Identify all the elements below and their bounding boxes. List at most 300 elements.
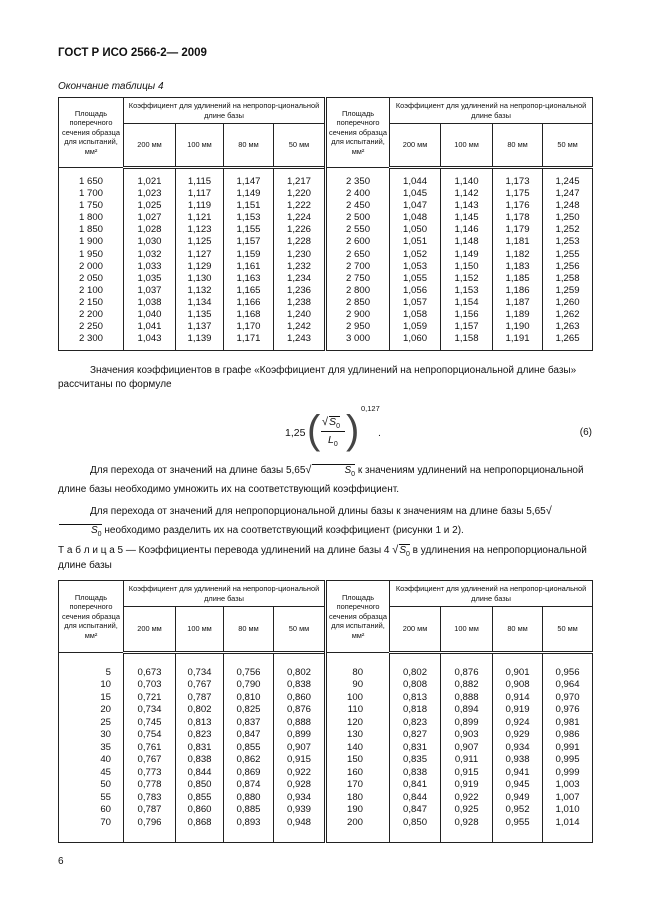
- coefficient-cell: 0,862: [224, 754, 274, 767]
- coefficient-cell: 1,245: [543, 176, 593, 188]
- header-50: 50 мм: [274, 607, 326, 653]
- coefficient-cell: 1,263: [543, 321, 593, 333]
- coefficient-cell: 0,756: [224, 667, 274, 680]
- coefficient-cell: 1,183: [493, 261, 543, 273]
- spacer-cell: [441, 345, 493, 351]
- coefficient-cell: 0,952: [493, 804, 543, 817]
- right-paren: ): [346, 408, 360, 452]
- spacer-cell: [224, 168, 274, 177]
- table-row: [59, 249, 593, 261]
- table-row: [59, 729, 593, 742]
- table-row: [59, 779, 593, 792]
- coefficient-cell: 0,844: [176, 767, 224, 780]
- formula-dot: .: [378, 427, 381, 439]
- coefficient-cell: 0,876: [274, 704, 326, 717]
- coefficient-cell: 0,673: [124, 667, 176, 680]
- area-cell: 130: [326, 729, 390, 742]
- coefficient-cell: 0,868: [176, 817, 224, 830]
- area-cell: 1 800: [59, 212, 124, 224]
- coefficient-cell: 1,185: [493, 273, 543, 285]
- area-cell: 3 000: [326, 333, 390, 345]
- coefficient-cell: 0,934: [274, 792, 326, 805]
- coefficient-cell: 0,734: [176, 667, 224, 680]
- coefficient-cell: 0,899: [441, 717, 493, 730]
- area-cell: 1 950: [59, 249, 124, 261]
- coefficient-cell: 1,179: [493, 224, 543, 236]
- spacer-cell: [326, 653, 390, 667]
- coefficient-cell: 0,981: [543, 717, 593, 730]
- area-cell: 2 350: [326, 176, 390, 188]
- spacer-cell: [441, 829, 493, 842]
- area-cell: 2 600: [326, 236, 390, 248]
- coefficient-cell: 0,885: [224, 804, 274, 817]
- coefficient-cell: 1,224: [274, 212, 326, 224]
- header-200: 200 мм: [390, 607, 441, 653]
- table-row: [59, 236, 593, 248]
- left-paren: (: [307, 408, 321, 452]
- area-cell: 200: [326, 817, 390, 830]
- header-50: 50 мм: [543, 607, 593, 653]
- coefficient-cell: 1,021: [124, 176, 176, 188]
- coefficient-cell: 1,157: [224, 236, 274, 248]
- coefficient-cell: 0,823: [176, 729, 224, 742]
- coefficient-cell: 1,247: [543, 188, 593, 200]
- coefficient-cell: 0,995: [543, 754, 593, 767]
- coefficient-cell: 0,955: [493, 817, 543, 830]
- coefficient-cell: 1,222: [274, 200, 326, 212]
- spacer-cell: [543, 345, 593, 351]
- coefficient-cell: 0,888: [274, 717, 326, 730]
- table-row: [59, 224, 593, 236]
- paragraph-formula-intro: Значения коэффициентов в графе «Коэффициент для удлинений на непропорциональной длине базы» рассчитаны по формуле: [58, 365, 577, 390]
- coefficient-cell: 1,137: [176, 321, 224, 333]
- area-cell: 2 200: [59, 309, 124, 321]
- table-row: [59, 679, 593, 692]
- coefficient-cell: 0,855: [176, 792, 224, 805]
- coefficient-cell: 0,938: [493, 754, 543, 767]
- coefficient-cell: 1,168: [224, 309, 274, 321]
- area-cell: 2 650: [326, 249, 390, 261]
- area-cell: 45: [59, 767, 124, 780]
- coefficient-cell: 0,721: [124, 692, 176, 705]
- coefficient-cell: 1,028: [124, 224, 176, 236]
- coefficient-cell: 1,052: [390, 249, 441, 261]
- area-cell: 2 300: [59, 333, 124, 345]
- coefficient-cell: 0,915: [441, 767, 493, 780]
- coefficient-cell: 1,240: [274, 309, 326, 321]
- coefficient-cell: 0,825: [224, 704, 274, 717]
- coefficient-cell: 0,922: [274, 767, 326, 780]
- area-cell: 2 850: [326, 297, 390, 309]
- table-5: [58, 580, 593, 843]
- coefficient-cell: 1,033: [124, 261, 176, 273]
- area-cell: 25: [59, 717, 124, 730]
- area-cell: 60: [59, 804, 124, 817]
- header-200: 200 мм: [124, 607, 176, 653]
- spacer-cell: [59, 345, 124, 351]
- coefficient-cell: 1,143: [441, 200, 493, 212]
- formula-number: (6): [579, 427, 592, 438]
- coefficient-cell: 0,860: [274, 692, 326, 705]
- coefficient-cell: 0,911: [441, 754, 493, 767]
- coefficient-cell: 0,796: [124, 817, 176, 830]
- table-row: [59, 285, 593, 297]
- coefficient-cell: 0,925: [441, 804, 493, 817]
- header-area: Площадь поперечного сечения образца для испытаний, мм²: [59, 581, 124, 653]
- coefficient-cell: 0,919: [493, 704, 543, 717]
- area-cell: 1 650: [59, 176, 124, 188]
- spacer-cell: [124, 653, 176, 667]
- table-row: [59, 176, 593, 188]
- coefficient-cell: 1,252: [543, 224, 593, 236]
- coefficient-cell: 1,037: [124, 285, 176, 297]
- area-cell: 1 900: [59, 236, 124, 248]
- spacer-cell: [441, 653, 493, 667]
- coefficient-cell: 0,907: [274, 742, 326, 755]
- coefficient-cell: 1,153: [224, 212, 274, 224]
- formula-denominator: $L_0$: [328, 434, 338, 449]
- coefficient-cell: 1,056: [390, 285, 441, 297]
- table-row: [59, 717, 593, 730]
- coefficient-cell: 1,132: [176, 285, 224, 297]
- area-cell: 170: [326, 779, 390, 792]
- coefficient-cell: 1,149: [224, 188, 274, 200]
- area-cell: 15: [59, 692, 124, 705]
- coefficient-cell: 0,838: [274, 679, 326, 692]
- area-cell: 2 100: [59, 285, 124, 297]
- coefficient-cell: 1,129: [176, 261, 224, 273]
- coefficient-cell: 0,928: [274, 779, 326, 792]
- coefficient-cell: 0,915: [274, 754, 326, 767]
- coefficient-cell: 1,186: [493, 285, 543, 297]
- coefficient-cell: 0,810: [224, 692, 274, 705]
- area-cell: 140: [326, 742, 390, 755]
- spacer-cell: [59, 653, 124, 667]
- coefficient-cell: 0,919: [441, 779, 493, 792]
- coefficient-cell: 0,850: [176, 779, 224, 792]
- coefficient-cell: 1,135: [176, 309, 224, 321]
- coefficient-cell: 1,125: [176, 236, 224, 248]
- coefficient-cell: 1,158: [441, 333, 493, 345]
- coefficient-cell: 0,808: [390, 679, 441, 692]
- coefficient-cell: 1,173: [493, 176, 543, 188]
- spacer-cell: [274, 829, 326, 842]
- header-80: 80 мм: [224, 124, 274, 168]
- header-coef: Коэффициент для удлинений на непропор-циональной длине базы: [390, 581, 593, 607]
- coefficient-cell: 1,187: [493, 297, 543, 309]
- area-cell: 35: [59, 742, 124, 755]
- coefficient-cell: 0,991: [543, 742, 593, 755]
- coefficient-cell: 1,159: [224, 249, 274, 261]
- coefficient-cell: 1,155: [224, 224, 274, 236]
- formula-numerator: $√S_0$: [322, 416, 340, 431]
- coefficient-cell: 1,003: [543, 779, 593, 792]
- coefficient-cell: 0,901: [493, 667, 543, 680]
- table-row: [59, 817, 593, 830]
- coefficient-cell: 1,139: [176, 333, 224, 345]
- spacer-cell: [493, 829, 543, 842]
- coefficient-cell: 0,802: [390, 667, 441, 680]
- spacer-cell: [274, 653, 326, 667]
- coefficient-cell: 1,152: [441, 273, 493, 285]
- table-row: [59, 200, 593, 212]
- area-cell: 40: [59, 754, 124, 767]
- coefficient-cell: 1,230: [274, 249, 326, 261]
- coefficient-cell: 1,176: [493, 200, 543, 212]
- coefficient-cell: 1,115: [176, 176, 224, 188]
- table-row: [59, 321, 593, 333]
- area-cell: 2 800: [326, 285, 390, 297]
- coefficient-cell: 0,970: [543, 692, 593, 705]
- coefficient-cell: 1,058: [390, 309, 441, 321]
- coefficient-cell: 0,956: [543, 667, 593, 680]
- table-row: [59, 804, 593, 817]
- coefficient-cell: 0,888: [441, 692, 493, 705]
- coefficient-cell: 1,130: [176, 273, 224, 285]
- coefficient-cell: 1,248: [543, 200, 593, 212]
- area-cell: 2 450: [326, 200, 390, 212]
- coefficient-cell: 1,191: [493, 333, 543, 345]
- spacer-cell: [59, 829, 124, 842]
- spacer-cell: [224, 345, 274, 351]
- coefficient-cell: 0,899: [274, 729, 326, 742]
- coefficient-cell: 0,894: [441, 704, 493, 717]
- coefficient-cell: 0,924: [493, 717, 543, 730]
- header-area: Площадь поперечного сечения образца для испытаний, мм²: [326, 98, 390, 168]
- coefficient-cell: 0,928: [441, 817, 493, 830]
- spacer-cell: [176, 653, 224, 667]
- coefficient-cell: 1,259: [543, 285, 593, 297]
- coefficient-cell: 1,189: [493, 309, 543, 321]
- coefficient-cell: 1,030: [124, 236, 176, 248]
- area-cell: 100: [326, 692, 390, 705]
- header-200: 200 мм: [124, 124, 176, 168]
- coefficient-cell: 0,874: [224, 779, 274, 792]
- coefficient-cell: 0,761: [124, 742, 176, 755]
- area-cell: 110: [326, 704, 390, 717]
- coefficient-cell: 1,153: [441, 285, 493, 297]
- coefficient-cell: 1,035: [124, 273, 176, 285]
- coefficient-cell: 0,787: [124, 804, 176, 817]
- coefficient-cell: 1,145: [441, 212, 493, 224]
- coefficient-cell: 1,010: [543, 804, 593, 817]
- coefficient-cell: 1,181: [493, 236, 543, 248]
- coefficient-cell: 1,154: [441, 297, 493, 309]
- coefficient-cell: 0,941: [493, 767, 543, 780]
- area-cell: 180: [326, 792, 390, 805]
- header-area: Площадь поперечного сечения образца для испытаний, мм²: [326, 581, 390, 653]
- table-row: [59, 667, 593, 680]
- spacer-cell: [224, 653, 274, 667]
- coefficient-cell: 0,703: [124, 679, 176, 692]
- coefficient-cell: 1,048: [390, 212, 441, 224]
- coefficient-cell: 1,142: [441, 188, 493, 200]
- coefficient-cell: 1,045: [390, 188, 441, 200]
- spacer-cell: [274, 345, 326, 351]
- coefficient-cell: 1,243: [274, 333, 326, 345]
- table-row: [59, 188, 593, 200]
- coefficient-cell: 0,945: [493, 779, 543, 792]
- coefficient-cell: 1,140: [441, 176, 493, 188]
- coefficient-cell: 0,767: [124, 754, 176, 767]
- coefficient-cell: 0,773: [124, 767, 176, 780]
- coefficient-cell: 1,232: [274, 261, 326, 273]
- spacer-cell: [493, 345, 543, 351]
- spacer-cell: [543, 829, 593, 842]
- coefficient-cell: 1,255: [543, 249, 593, 261]
- coefficient-cell: 1,134: [176, 297, 224, 309]
- area-cell: 2 500: [326, 212, 390, 224]
- coefficient-cell: 1,178: [493, 212, 543, 224]
- area-cell: 2 550: [326, 224, 390, 236]
- coefficient-cell: 1,146: [441, 224, 493, 236]
- coefficient-cell: 1,007: [543, 792, 593, 805]
- header-80: 80 мм: [224, 607, 274, 653]
- coefficient-cell: 1,014: [543, 817, 593, 830]
- coefficient-cell: 0,802: [176, 704, 224, 717]
- area-cell: 2 150: [59, 297, 124, 309]
- coefficient-cell: 1,032: [124, 249, 176, 261]
- coefficient-cell: 0,827: [390, 729, 441, 742]
- coefficient-cell: 1,161: [224, 261, 274, 273]
- table-row: [59, 212, 593, 224]
- header-100: 100 мм: [176, 124, 224, 168]
- spacer-cell: [390, 653, 441, 667]
- coefficient-cell: 1,151: [224, 200, 274, 212]
- paragraph-multiply: Для перехода от значений на длине базы 5,65√ $S_0$ к значениям удлинений на непропорциональной длине базы необходимо умножить их на соответствующий коэффициент.: [58, 464, 584, 495]
- coefficient-cell: 0,999: [543, 767, 593, 780]
- coefficient-cell: 1,171: [224, 333, 274, 345]
- coefficient-cell: 0,860: [176, 804, 224, 817]
- header-100: 100 мм: [441, 124, 493, 168]
- coefficient-cell: 1,053: [390, 261, 441, 273]
- table-row: [59, 309, 593, 321]
- coefficient-cell: 1,123: [176, 224, 224, 236]
- coefficient-cell: 0,745: [124, 717, 176, 730]
- spacer-cell: [493, 653, 543, 667]
- header-100: 100 мм: [176, 607, 224, 653]
- spacer-cell: [176, 829, 224, 842]
- table-row: [59, 261, 593, 273]
- table-row: [59, 333, 593, 345]
- page-number: 6: [58, 856, 64, 867]
- spacer-cell: [390, 345, 441, 351]
- area-cell: 1 850: [59, 224, 124, 236]
- area-cell: 2 250: [59, 321, 124, 333]
- spacer-cell: [274, 168, 326, 177]
- coefficient-cell: 1,121: [176, 212, 224, 224]
- coefficient-cell: 1,025: [124, 200, 176, 212]
- coefficient-cell: 0,914: [493, 692, 543, 705]
- coefficient-cell: 0,813: [390, 692, 441, 705]
- coefficient-cell: 0,778: [124, 779, 176, 792]
- coefficient-cell: 1,234: [274, 273, 326, 285]
- coefficient-cell: 0,787: [176, 692, 224, 705]
- table5-title: Т а б л и ц а 5 — Коэффициенты перевода удлинений на длине базы 4 $√S_0$ в удлинения на непропорциональной длине базы: [58, 544, 587, 571]
- header-coef: Коэффициент для удлинений на непропор-циональной длине базы: [390, 98, 593, 124]
- coefficient-cell: 1,059: [390, 321, 441, 333]
- spacer-cell: [326, 829, 390, 842]
- area-cell: 190: [326, 804, 390, 817]
- coefficient-cell: 1,038: [124, 297, 176, 309]
- area-cell: 150: [326, 754, 390, 767]
- header-coef: Коэффициент для удлинений на непропор-циональной длине базы: [124, 98, 326, 124]
- coefficient-cell: 1,050: [390, 224, 441, 236]
- coefficient-cell: 1,055: [390, 273, 441, 285]
- area-cell: 2 700: [326, 261, 390, 273]
- coefficient-cell: 1,217: [274, 176, 326, 188]
- area-cell: 20: [59, 704, 124, 717]
- coefficient-cell: 1,040: [124, 309, 176, 321]
- area-cell: 90: [326, 679, 390, 692]
- coefficient-cell: 1,262: [543, 309, 593, 321]
- coefficient-cell: 0,734: [124, 704, 176, 717]
- coefficient-cell: 0,986: [543, 729, 593, 742]
- spacer-cell: [176, 168, 224, 177]
- area-cell: 5: [59, 667, 124, 680]
- area-cell: 55: [59, 792, 124, 805]
- header-50: 50 мм: [274, 124, 326, 168]
- table-row: [59, 754, 593, 767]
- spacer-cell: [441, 168, 493, 177]
- coefficient-cell: 0,823: [390, 717, 441, 730]
- area-cell: 70: [59, 817, 124, 830]
- table-row: [59, 273, 593, 285]
- coefficient-cell: 0,818: [390, 704, 441, 717]
- coefficient-cell: 0,841: [390, 779, 441, 792]
- coefficient-cell: 1,147: [224, 176, 274, 188]
- coefficient-cell: 1,044: [390, 176, 441, 188]
- coefficient-cell: 0,813: [176, 717, 224, 730]
- coefficient-cell: 0,893: [224, 817, 274, 830]
- coefficient-cell: 0,767: [176, 679, 224, 692]
- coefficient-cell: 1,150: [441, 261, 493, 273]
- table-row: [59, 792, 593, 805]
- coefficient-cell: 0,837: [224, 717, 274, 730]
- coefficient-cell: 1,060: [390, 333, 441, 345]
- coefficient-cell: 0,922: [441, 792, 493, 805]
- coefficient-cell: 1,236: [274, 285, 326, 297]
- coefficient-cell: 0,949: [493, 792, 543, 805]
- header-coef: Коэффициент для удлинений на непропор-циональной длине базы: [124, 581, 326, 607]
- coefficient-cell: 1,127: [176, 249, 224, 261]
- coefficient-cell: 0,882: [441, 679, 493, 692]
- coefficient-cell: 1,238: [274, 297, 326, 309]
- area-cell: 2 900: [326, 309, 390, 321]
- area-cell: 1 700: [59, 188, 124, 200]
- coefficient-cell: 0,855: [224, 742, 274, 755]
- spacer-cell: [390, 829, 441, 842]
- coefficient-cell: 0,880: [224, 792, 274, 805]
- formula-exponent: 0,127: [361, 404, 380, 413]
- fraction-bar: [321, 431, 345, 432]
- coefficient-cell: 0,929: [493, 729, 543, 742]
- coefficient-cell: 1,250: [543, 212, 593, 224]
- area-cell: 160: [326, 767, 390, 780]
- table-row: [59, 704, 593, 717]
- coefficient-cell: 0,754: [124, 729, 176, 742]
- coefficient-cell: 1,256: [543, 261, 593, 273]
- coefficient-cell: 1,023: [124, 188, 176, 200]
- spacer-cell: [124, 829, 176, 842]
- header-50: 50 мм: [543, 124, 593, 168]
- coefficient-cell: 1,156: [441, 309, 493, 321]
- formula-coefficient: 1,25: [285, 427, 306, 439]
- coefficient-cell: 1,119: [176, 200, 224, 212]
- coefficient-cell: 1,170: [224, 321, 274, 333]
- coefficient-cell: 0,934: [493, 742, 543, 755]
- area-cell: 2 750: [326, 273, 390, 285]
